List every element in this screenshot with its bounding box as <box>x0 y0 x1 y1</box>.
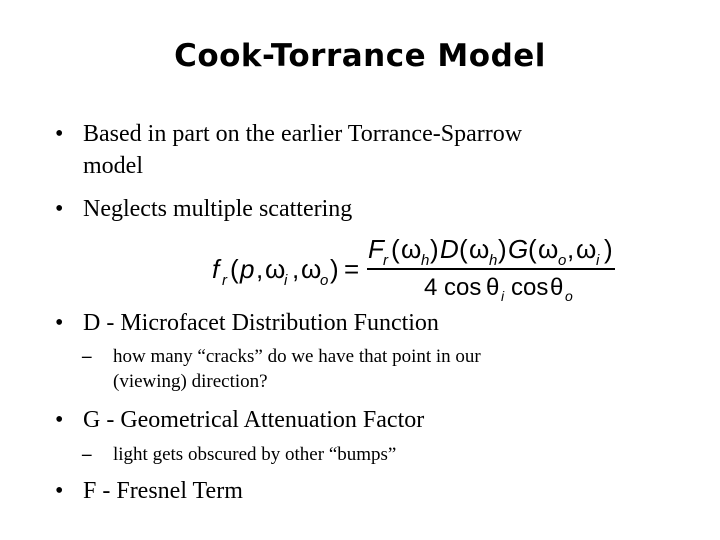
sub-bullet-text: light gets obscured by other “bumps” <box>113 444 397 465</box>
formula-numerator <box>368 234 613 269</box>
slide-title: Cook-Torrance Model <box>174 38 546 74</box>
bullet-marker: • <box>55 310 64 336</box>
svg-text:ω: ω <box>265 254 286 284</box>
svg-text:ω: ω <box>576 234 597 264</box>
bullet-text: Based in part on the earlier Torrance-Sparrow <box>83 121 523 147</box>
svg-text:p: p <box>240 254 255 284</box>
formula-denominator <box>424 274 573 304</box>
svg-text:θ: θ <box>486 274 500 301</box>
svg-text:h: h <box>489 252 498 269</box>
svg-text:cos: cos <box>511 274 549 301</box>
sub-bullet-marker: – <box>82 444 92 465</box>
svg-text:,: , <box>567 234 575 264</box>
svg-text:i: i <box>284 272 288 289</box>
sub-bullet-text-continuation: (viewing) direction? <box>113 371 268 392</box>
svg-text:f: f <box>212 254 220 284</box>
svg-text:i: i <box>501 288 505 304</box>
bullet-text: F - Fresnel Term <box>83 478 243 504</box>
bullet-text: G - Geometrical Attenuation Factor <box>83 407 425 433</box>
cook-torrance-formula <box>210 232 620 304</box>
sub-bullet-marker: – <box>82 346 92 367</box>
bullet-text: Neglects multiple scattering <box>83 196 353 222</box>
svg-text:θ: θ <box>550 274 564 301</box>
svg-text:(: ( <box>459 234 468 264</box>
svg-text:=: = <box>344 254 360 284</box>
svg-text:ω: ω <box>469 234 490 264</box>
svg-text:ω: ω <box>538 234 559 264</box>
formula-lhs <box>212 254 359 289</box>
bullet-text: D - Microfacet Distribution Function <box>83 310 439 336</box>
svg-text:(: ( <box>528 234 537 264</box>
svg-text:ω: ω <box>401 234 422 264</box>
svg-text:i: i <box>596 252 600 269</box>
svg-text:o: o <box>565 288 573 304</box>
bullet-marker: • <box>55 121 64 147</box>
svg-text:,: , <box>256 254 264 284</box>
bullet-marker: • <box>55 478 64 504</box>
svg-text:): ) <box>498 234 507 264</box>
bullet-marker: • <box>55 196 64 222</box>
bullet-text-continuation: model <box>83 153 143 179</box>
svg-text:D: D <box>440 234 459 264</box>
svg-text:r: r <box>222 272 227 289</box>
bullet-marker: • <box>55 407 64 433</box>
svg-text:): ) <box>330 254 339 284</box>
svg-text:): ) <box>604 234 613 264</box>
svg-text:o: o <box>320 272 329 289</box>
svg-text:4 cos: 4 cos <box>424 274 482 301</box>
svg-text:): ) <box>430 234 439 264</box>
svg-text:ω: ω <box>301 254 322 284</box>
sub-bullet-text: how many “cracks” do we have that point in our <box>113 346 481 367</box>
svg-text:(: ( <box>230 254 239 284</box>
svg-text:h: h <box>421 252 430 269</box>
svg-text:G: G <box>508 234 529 264</box>
svg-text:,: , <box>292 254 300 284</box>
svg-text:F: F <box>368 234 384 264</box>
svg-text:o: o <box>558 252 567 269</box>
svg-text:r: r <box>383 252 388 269</box>
svg-text:(: ( <box>391 234 400 264</box>
